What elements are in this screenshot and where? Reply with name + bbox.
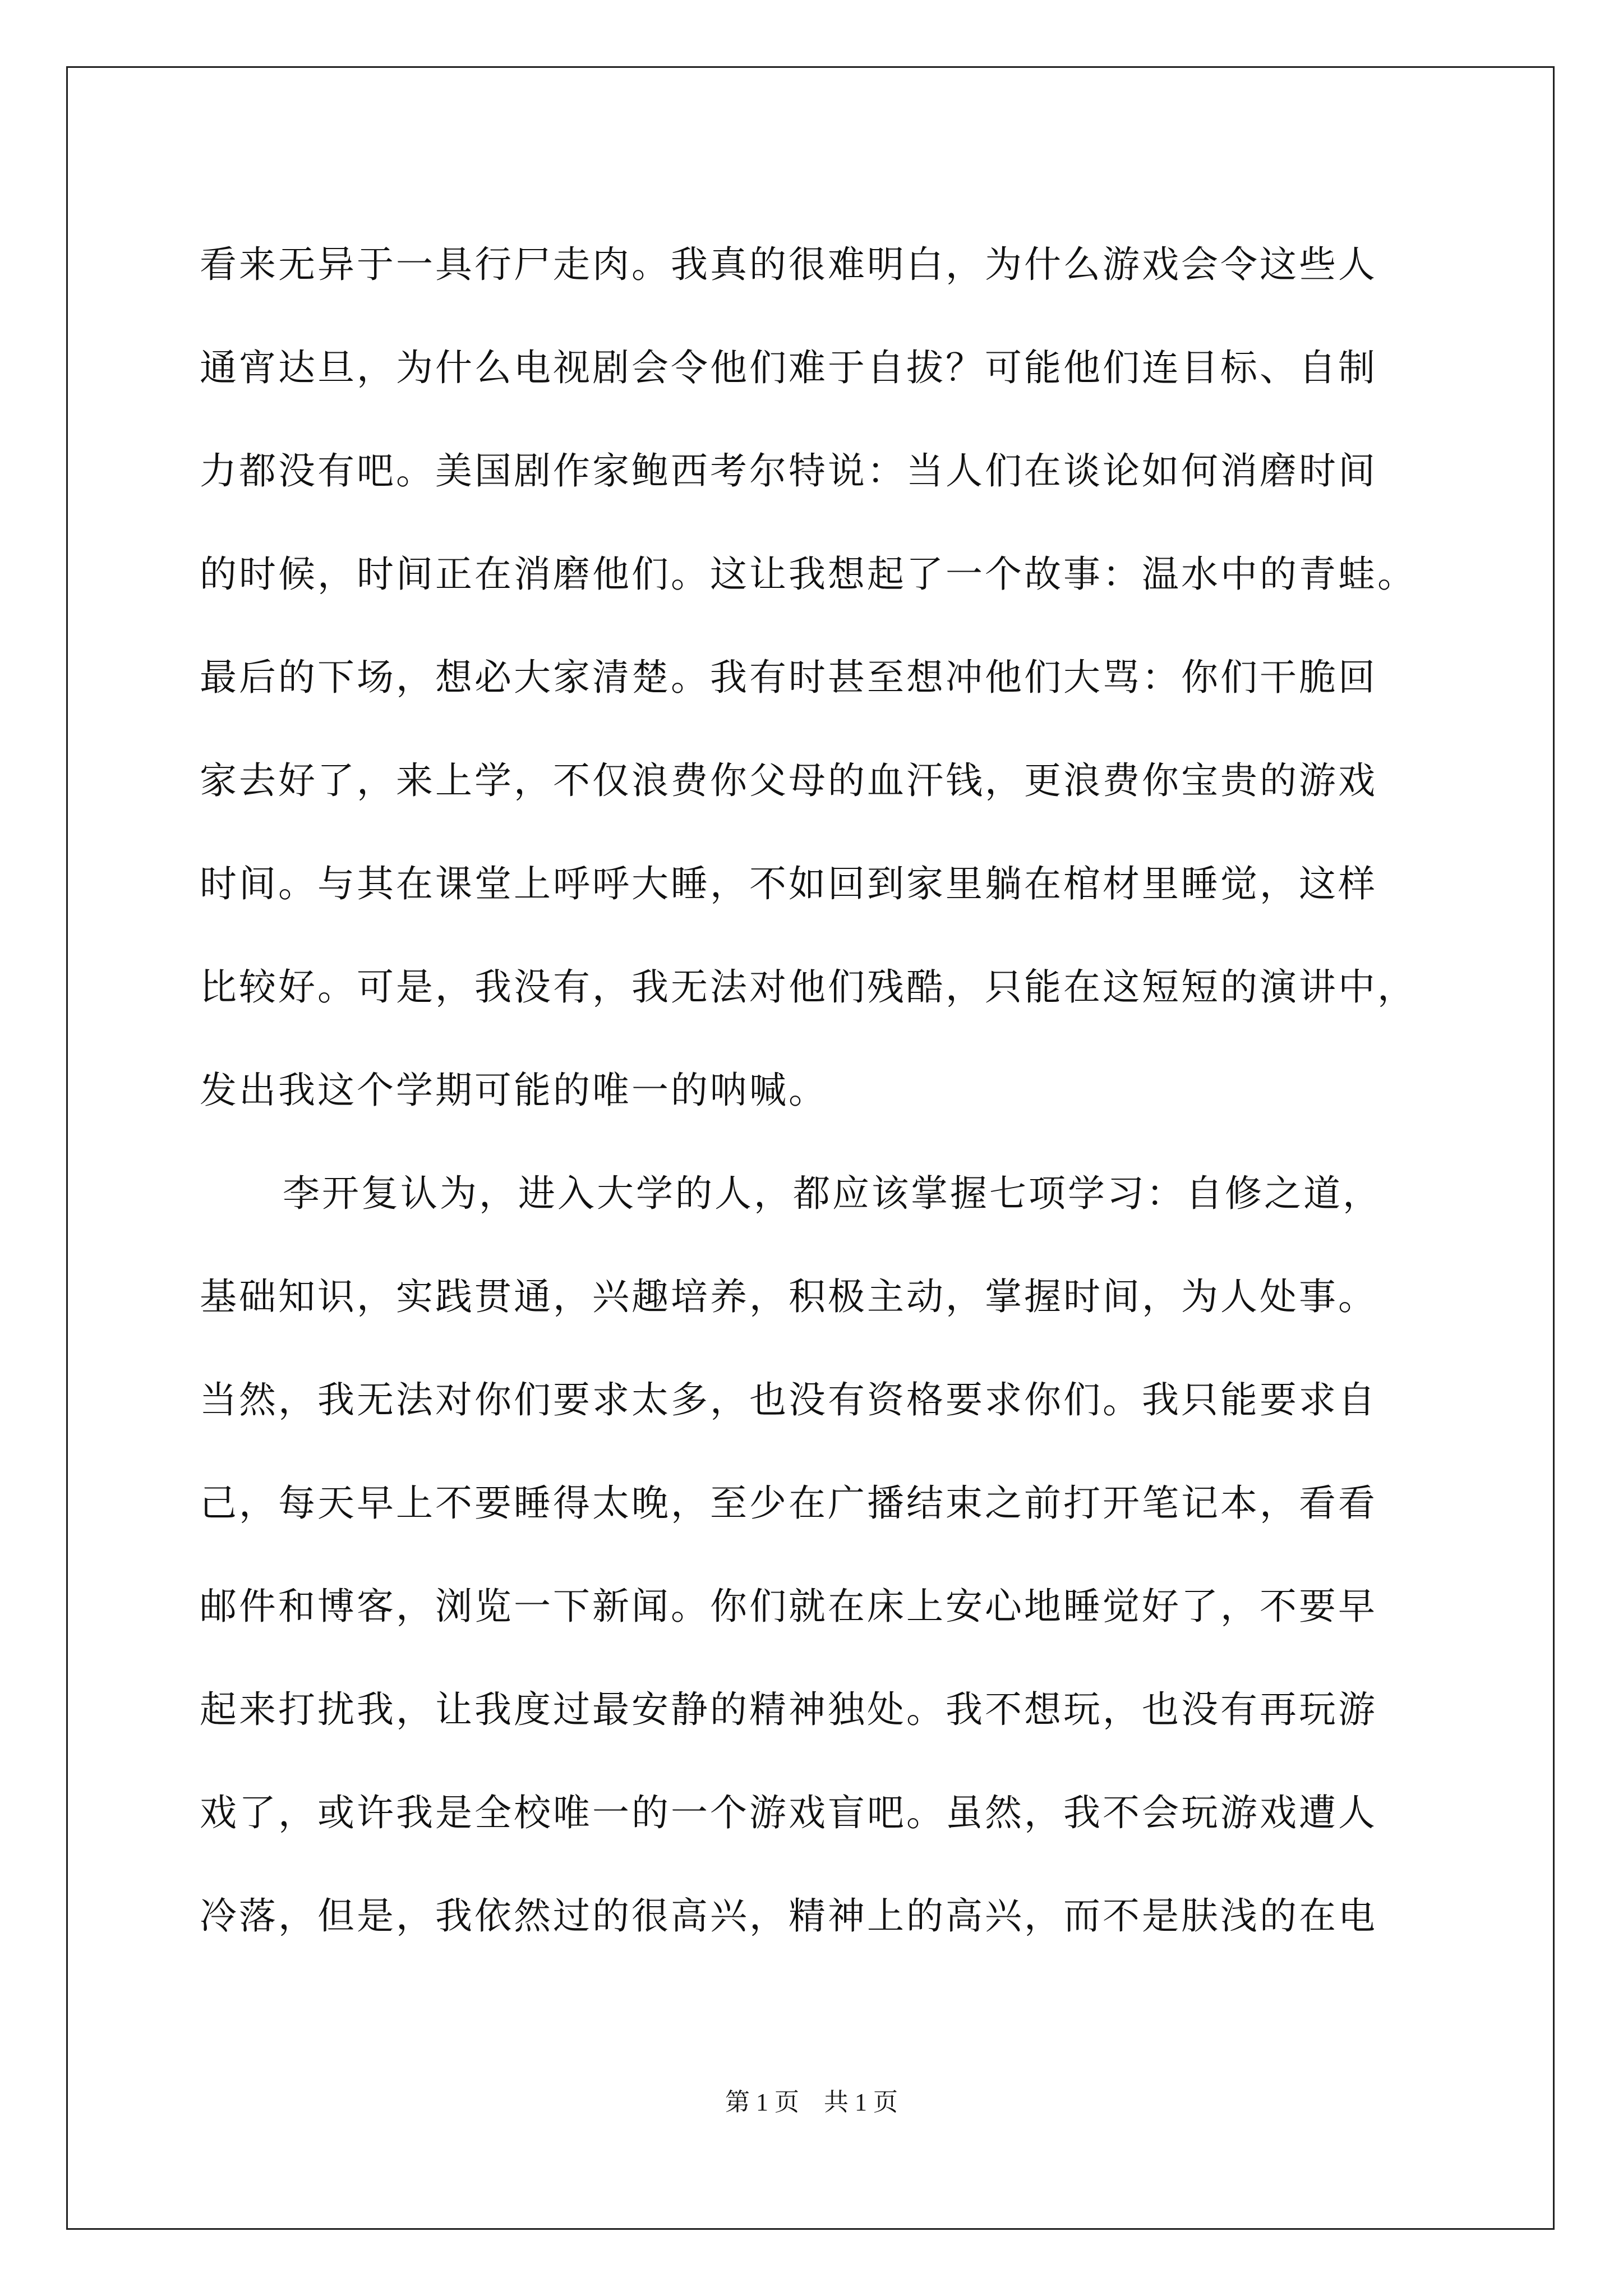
- text-line: 力都没有吧。美国剧作家鲍西考尔特说：当人们在谈论如何消磨时间: [200, 449, 1377, 493]
- text-line: 发出我这个学期可能的唯一的呐喊。: [200, 1069, 828, 1112]
- text-line: 看来无异于一具行尸走肉。我真的很难明白，为什么游戏会令这些人: [200, 243, 1377, 286]
- text-line: 冷落，但是，我依然过的很高兴，精神上的高兴，而不是肤浅的在电: [200, 1894, 1377, 1938]
- page-number-footer: 第 1 页 共 1 页: [725, 2088, 898, 2116]
- text-line: 起来打扰我，让我度过最安静的精神独处。我不想玩，也没有再玩游: [200, 1688, 1377, 1731]
- document-body: [200, 213, 1433, 1968]
- text-line: 己，每天早上不要睡得太晚，至少在广播结束之前打开笔记本，看看: [200, 1481, 1377, 1525]
- text-line: 的时候，时间正在消磨他们。这让我想起了一个故事：温水中的青蛙。: [200, 553, 1417, 596]
- paragraph-start-line: 李开复认为，进入大学的人，都应该掌握七项学习：自修之道，: [283, 1172, 1382, 1215]
- text-line: 戏了，或许我是全校唯一的一个游戏盲吧。虽然，我不会玩游戏遭人: [200, 1791, 1377, 1834]
- text-line: 邮件和博客，浏览一下新闻。你们就在床上安心地睡觉好了，不要早: [200, 1585, 1377, 1628]
- text-line: 家去好了，来上学，不仅浪费你父母的血汗钱，更浪费你宝贵的游戏: [200, 759, 1377, 802]
- text-line: 当然，我无法对你们要求太多，也没有资格要求你们。我只能要求自: [200, 1378, 1377, 1421]
- text-line: 最后的下场，想必大家清楚。我有时甚至想冲他们大骂：你们干脆回: [200, 656, 1377, 699]
- text-line: 比较好。可是，我没有，我无法对他们残酷，只能在这短短的演讲中，: [200, 965, 1417, 1009]
- text-line: 基础知识，实践贯通，兴趣培养，积极主动，掌握时间，为人处事。: [200, 1275, 1377, 1318]
- text-line: 通宵达旦，为什么电视剧会令他们难于自拔？可能他们连目标、自制: [200, 346, 1377, 389]
- text-line: 时间。与其在课堂上呼呼大睡，不如回到家里躺在棺材里睡觉，这样: [200, 862, 1377, 905]
